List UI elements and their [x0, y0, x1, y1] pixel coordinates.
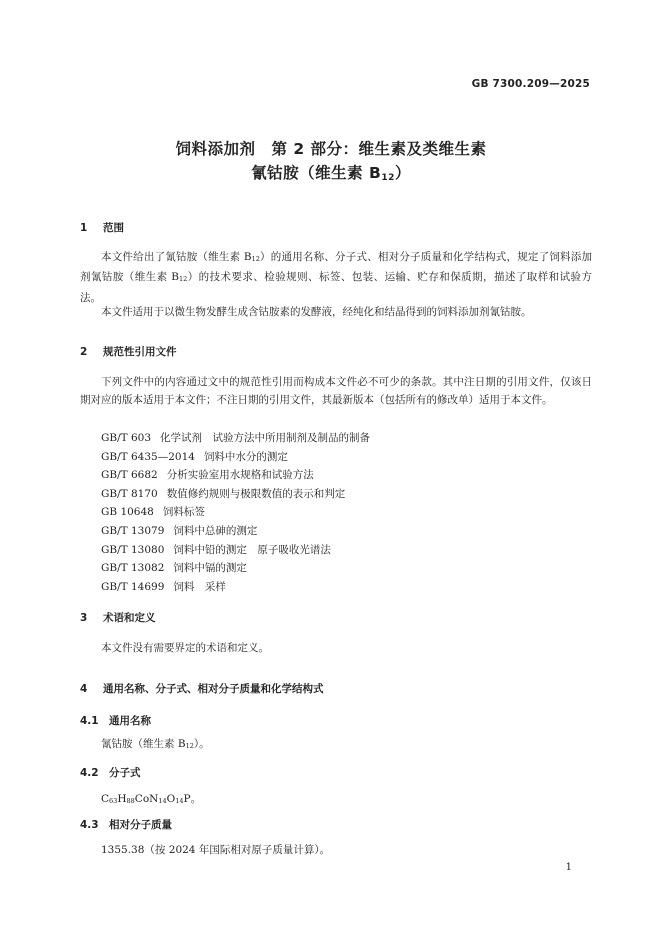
reference-title: 饲料中水分的测定	[203, 450, 288, 463]
reference-code: GB/T 13080	[101, 543, 165, 556]
reference-title: 饲料中总砷的测定	[173, 525, 258, 537]
reference-item	[101, 486, 345, 501]
document-title-line1: 饲料添加剂 第 2 部分：维生素及类维生素	[175, 140, 487, 158]
scope-paragraph-2: 本文件适用于以微生物发酵生成含钴胺素的发酵液，经纯化和结晶得到的饲料添加剂氰钴胺。	[101, 306, 532, 318]
page-number: 1	[565, 862, 572, 873]
reference-item	[101, 560, 247, 575]
common-name-prefix: 氰钴胺（维生素 B	[101, 738, 186, 750]
formula-p: P。	[183, 793, 202, 805]
reference-item	[101, 523, 257, 538]
reference-item	[101, 430, 370, 445]
reference-item	[101, 504, 205, 519]
section-number: 1	[80, 222, 88, 234]
common-name-subscript: 12	[185, 742, 194, 750]
reference-code: GB/T 13082	[101, 562, 165, 575]
molecular-formula	[101, 791, 201, 806]
section-4-1-heading	[80, 713, 151, 728]
standard-number: GB 7300.209—2025	[471, 78, 590, 90]
reference-title: 分析实验室用水规格和试验方法	[166, 469, 314, 482]
common-name-suffix: ）。	[193, 738, 210, 750]
reference-title: 饲料 采样	[173, 580, 226, 593]
section-number: 2	[80, 346, 88, 358]
scope-paragraph-1	[80, 248, 592, 307]
section-title: 分子式	[109, 767, 141, 779]
section-4-3-heading	[80, 817, 172, 832]
section-number: 4.3	[80, 819, 99, 831]
molecular-mass-text: 1355.38（按 2024 年国际相对原子质量计算）。	[101, 844, 331, 856]
formula-h: H	[117, 793, 127, 805]
reference-title: 饲料中铅的测定 原子吸收光谱法	[173, 543, 331, 556]
section-title: 通用名称	[109, 715, 151, 727]
formula-o: O	[166, 793, 176, 805]
formula-n-count: 14	[158, 797, 167, 805]
section-4-heading	[80, 681, 324, 696]
section-title: 通用名称、分子式、相对分子质量和化学结构式	[103, 683, 324, 695]
section-title: 相对分子质量	[109, 819, 172, 831]
section-number: 4.2	[80, 767, 99, 779]
reference-item	[101, 449, 288, 464]
section-4-2-heading	[80, 765, 141, 780]
reference-title: 数值修约规则与极限数值的表示和判定	[166, 487, 346, 500]
reference-code: GB/T 8170	[101, 487, 158, 500]
common-name-text	[101, 736, 210, 751]
reference-code: GB/T 14699	[101, 580, 165, 593]
reference-code: GB 10648	[101, 506, 154, 519]
section-1-heading	[80, 220, 124, 235]
reference-code: GB/T 13079	[101, 525, 165, 537]
reference-code: GB/T 6682	[101, 469, 158, 482]
section-3-heading	[80, 610, 156, 625]
reference-title: 饲料中镉的测定	[173, 562, 247, 575]
terms-text: 本文件没有需要界定的术语和定义。	[101, 642, 269, 654]
formula-o-count: 14	[175, 797, 184, 805]
formula-h-count: 88	[126, 797, 135, 805]
title-line2-suffix: ）	[394, 164, 411, 182]
reference-title: 化学试剂 试验方法中所用制剂及制品的制备	[160, 432, 371, 444]
section-number: 4	[80, 683, 88, 695]
reference-item	[101, 542, 331, 557]
section-number: 3	[80, 612, 88, 624]
scope-subscript-2: 12	[179, 275, 188, 284]
section-title: 范围	[103, 222, 124, 234]
section-title: 术语和定义	[103, 612, 156, 624]
reference-item	[101, 467, 314, 482]
reference-code: GB/T 603	[101, 432, 152, 444]
formula-c-count: 63	[109, 797, 118, 805]
document-title-line2	[0, 161, 662, 183]
scope-text-c: ）的技术要求、检验规则、标签、包装、运输、贮存和保质期，描述了取样和试验方法。	[80, 271, 592, 304]
reference-item	[101, 579, 226, 594]
normative-intro: 下列文件中的内容通过文中的规范性引用而构成本文件必不可少的条款。其中注日期的引用文件，仅该日期对应的版本适用于本文件；不注日期的引用文件，其最新版本（包括所有的修改单）适用于本文件。	[80, 376, 592, 407]
reference-title: 饲料标签	[162, 506, 205, 519]
section-2-heading	[80, 344, 177, 359]
formula-con: CoN	[134, 793, 159, 805]
formula-c: C	[101, 793, 110, 805]
section-number: 4.1	[80, 715, 99, 727]
scope-text-b: ）的通用名称、分子式、相对分子质量和化学结构式，规定了饲料添加剂氰钴胺（维生素 B	[80, 251, 592, 284]
scope-text-a: 本文件给出了氰钴胺（维生素 B	[101, 251, 252, 263]
scope-subscript-1: 12	[251, 255, 260, 263]
section-title: 规范性引用文件	[103, 346, 177, 358]
reference-code: GB/T 6435—2014	[101, 450, 195, 463]
title-line2-prefix: 氰钴胺（维生素 B	[251, 164, 382, 182]
title-line2-subscript: 12	[381, 173, 395, 183]
